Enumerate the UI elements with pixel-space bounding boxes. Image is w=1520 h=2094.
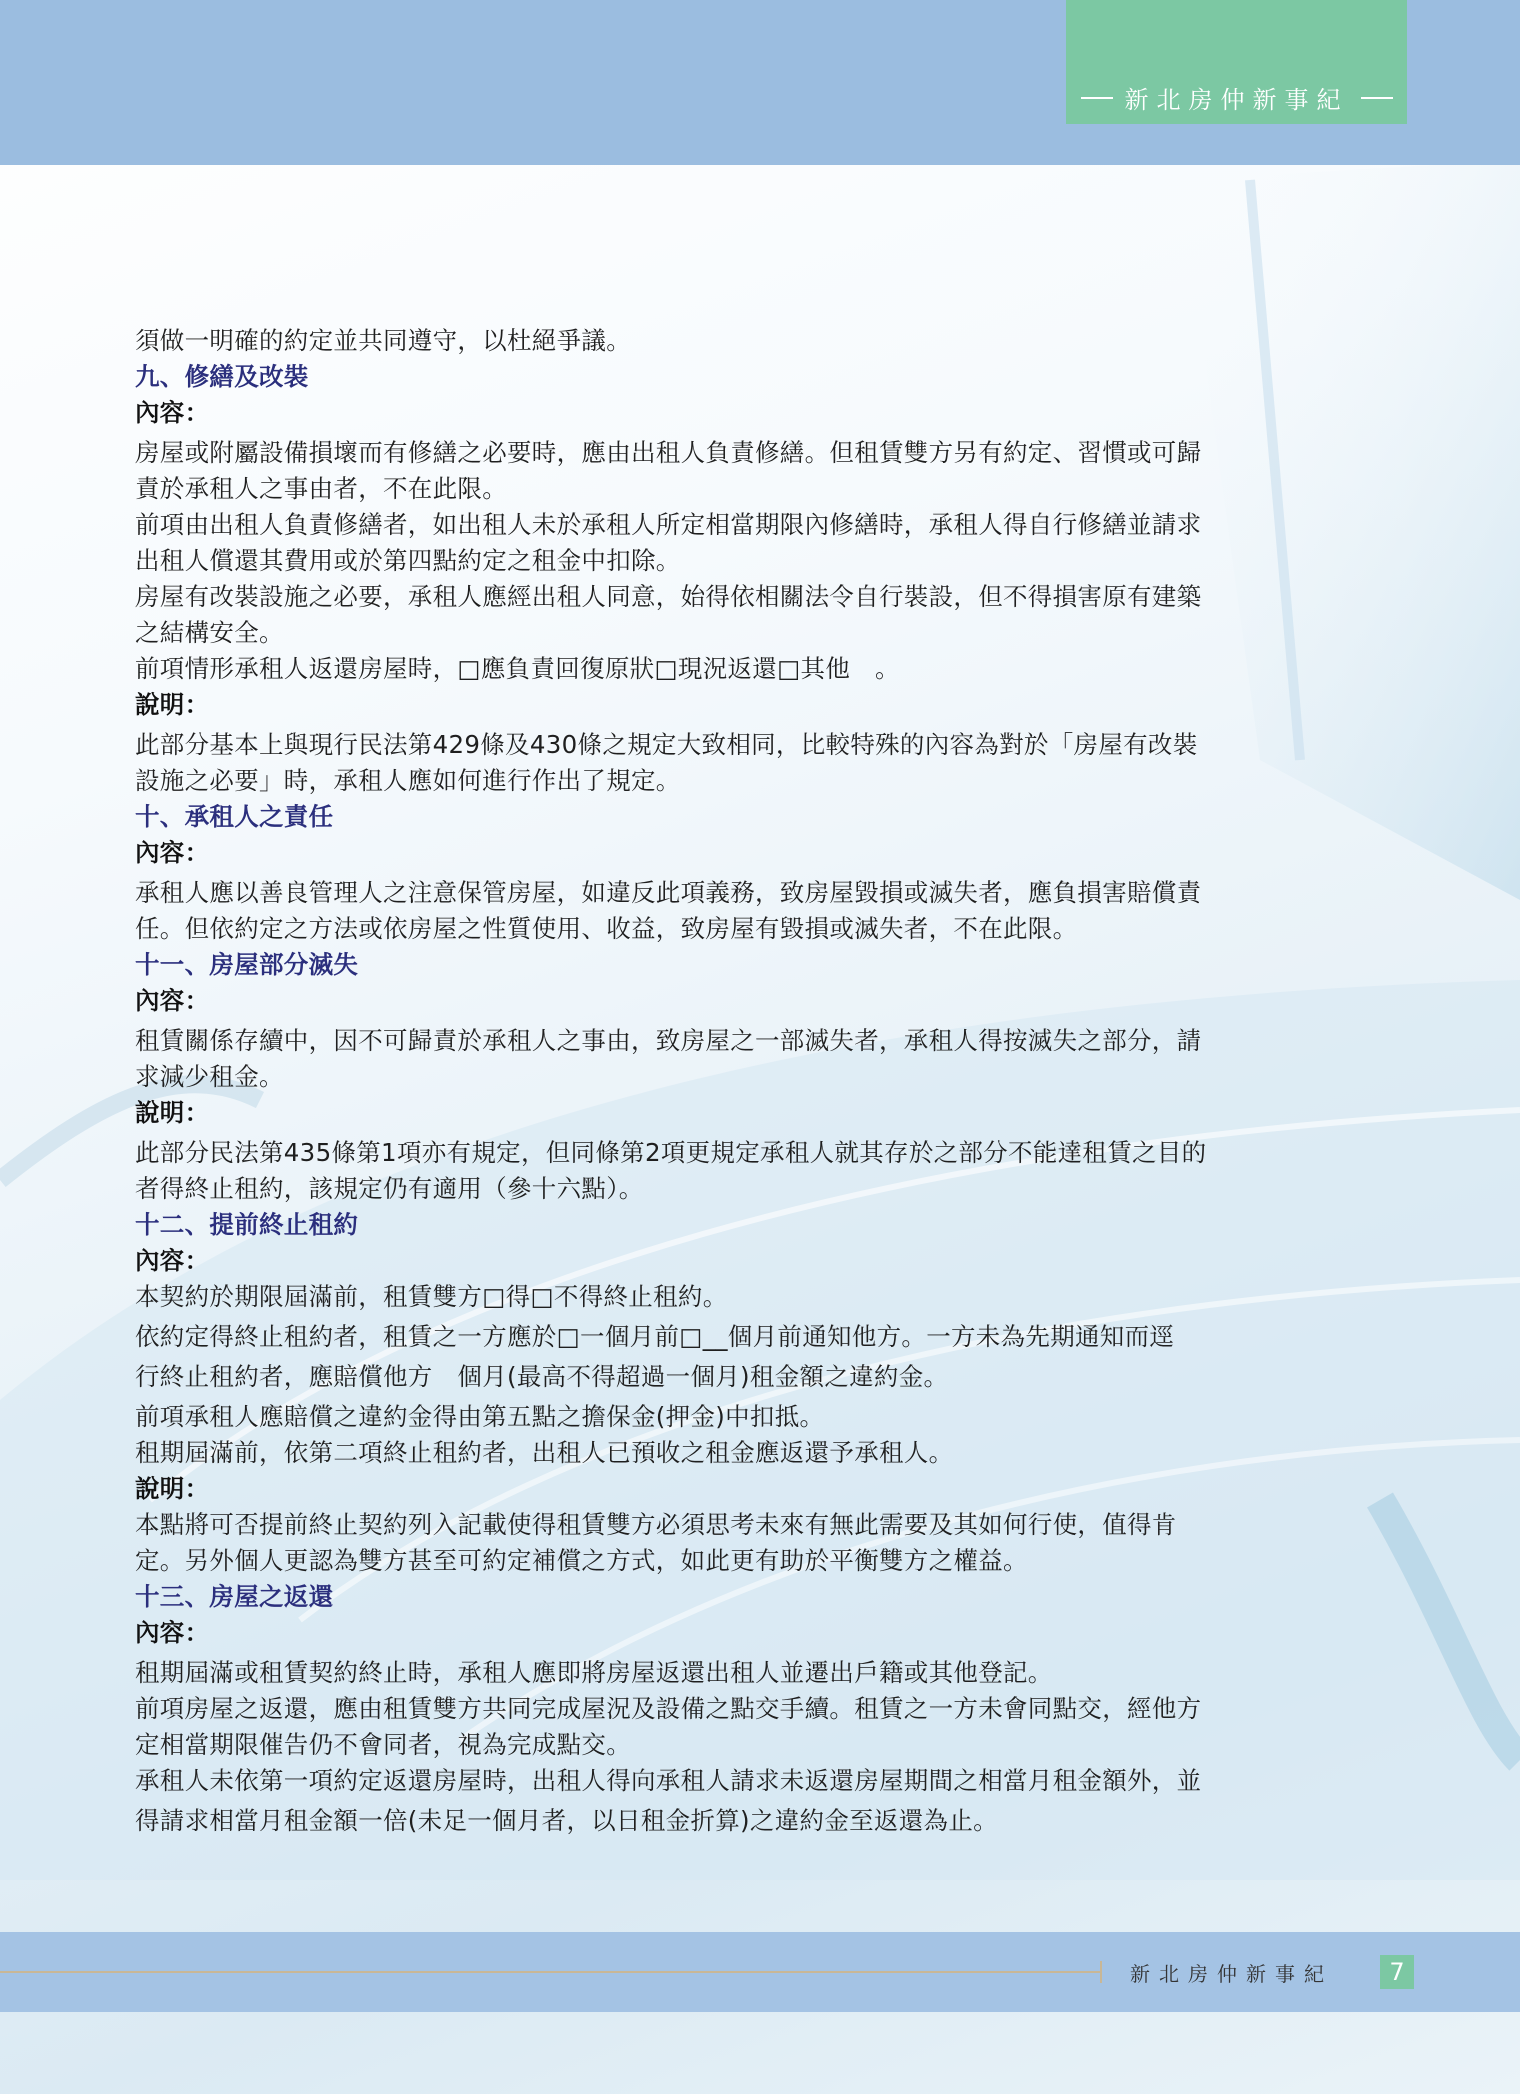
content-label: 內容： [135, 838, 210, 867]
body-line: 此部分基本上與現行民法第429條及430條之規定大致相同，比較特殊的內容為對於「房屋有改裝 [135, 730, 1198, 759]
body-line: 前項承租人應賠償之違約金得由第五點之擔保金(押金)中扣抵。 [135, 1402, 825, 1431]
body-line: 依約定得終止租約者，租賃之一方應於□一個月前□__個月前通知他方。一方未為先期通知而逕 [135, 1322, 1175, 1351]
content-label: 內容： [135, 1618, 210, 1647]
section-heading-12: 十二、提前終止租約 [135, 1210, 359, 1239]
header-rule-right [1361, 97, 1393, 99]
body-line: 任。但依約定之方法或依房屋之性質使用、收益，致房屋有毀損或滅失者，不在此限。 [135, 914, 1078, 943]
body-line: 本契約於期限屆滿前，租賃雙方□得□不得終止租約。 [135, 1282, 728, 1311]
header-title-row [1066, 80, 1407, 115]
body-line: 行終止租約者，應賠償他方 個月(最高不得超過一個月)租金額之違約金。 [135, 1362, 949, 1391]
footer-rule-tick [1100, 1961, 1102, 1983]
explanation-label: 說明： [135, 690, 210, 719]
body-line: 定。另外個人更認為雙方甚至可約定補償之方式，如此更有助於平衡雙方之權益。 [135, 1546, 1028, 1575]
body-line: 出租人償還其費用或於第四點約定之租金中扣除。 [135, 546, 681, 575]
body-line: 責於承租人之事由者，不在此限。 [135, 474, 507, 503]
section-heading-13: 十三、房屋之返還 [135, 1582, 334, 1611]
content-label: 內容： [135, 1246, 210, 1275]
explanation-label: 說明： [135, 1474, 210, 1503]
section-heading-11: 十一、房屋部分滅失 [135, 950, 359, 979]
header-rule-left [1081, 97, 1113, 99]
body-line: 前項房屋之返還，應由租賃雙方共同完成屋況及設備之點交手續。租賃之一方未會同點交，經他方 [135, 1694, 1202, 1723]
section-heading-10: 十、承租人之責任 [135, 802, 334, 831]
body-line: 前項情形承租人返還房屋時，□應負責回復原狀□現況返還□其他 。 [135, 654, 900, 683]
body-line: 得請求相當月租金額一倍(未足一個月者，以日租金折算)之違約金至返還為止。 [135, 1806, 998, 1835]
body-line: 此部分民法第435條第1項亦有規定，但同條第2項更規定承租人就其存於之部分不能達租賃之目的 [135, 1138, 1207, 1167]
explanation-label: 說明： [135, 1098, 210, 1127]
body-line: 本點將可否提前終止契約列入記載使得租賃雙方必須思考未來有無此需要及其如何行使，值得肯 [135, 1510, 1177, 1539]
body-line: 設施之必要」時，承租人應如何進行作出了規定。 [135, 766, 681, 795]
content-label: 內容： [135, 986, 210, 1015]
body-line: 求減少租金。 [135, 1062, 284, 1091]
body-line: 前項由出租人負責修繕者，如出租人未於承租人所定相當期限內修繕時，承租人得自行修繕並請求 [135, 510, 1202, 539]
header-title-tab [1066, 0, 1407, 124]
section-heading-9: 九、修繕及改裝 [135, 362, 309, 391]
body-line: 者得終止租約，該規定仍有適用（參十六點）。 [135, 1174, 644, 1203]
body-line: 承租人應以善良管理人之注意保管房屋，如違反此項義務，致房屋毀損或滅失者，應負損害賠償責 [135, 878, 1202, 907]
content-label: 內容： [135, 398, 210, 427]
body-line: 承租人未依第一項約定返還房屋時，出租人得向承租人請求未返還房屋期間之相當月租金額外，並 [135, 1766, 1202, 1795]
body-line: 租賃關係存續中，因不可歸責於承租人之事由，致房屋之一部滅失者，承租人得按滅失之部分，請 [135, 1026, 1202, 1055]
body-line: 之結構安全。 [135, 618, 284, 647]
footer-title: 新北房仲新事紀 [1130, 1962, 1333, 1986]
body-line: 定相當期限催告仍不會同者，視為完成點交。 [135, 1730, 631, 1759]
body-line: 須做一明確的約定並共同遵守，以杜絕爭議。 [135, 326, 631, 355]
page-number: 7 [1380, 1955, 1414, 1989]
article-body [135, 323, 1335, 1839]
body-line: 房屋或附屬設備損壞而有修繕之必要時，應由出租人負責修繕。但租賃雙方另有約定、習慣或可歸 [135, 438, 1202, 467]
header-title: 新北房仲新事紀 [1124, 86, 1349, 114]
body-line: 租期屆滿或租賃契約終止時，承租人應即將房屋返還出租人並遷出戶籍或其他登記。 [135, 1658, 1053, 1687]
body-line: 租期屆滿前，依第二項終止租約者，出租人已預收之租金應返還予承租人。 [135, 1438, 954, 1467]
footer-rule [0, 1971, 1100, 1973]
body-line: 房屋有改裝設施之必要，承租人應經出租人同意，始得依相關法令自行裝設，但不得損害原有建築 [135, 582, 1202, 611]
